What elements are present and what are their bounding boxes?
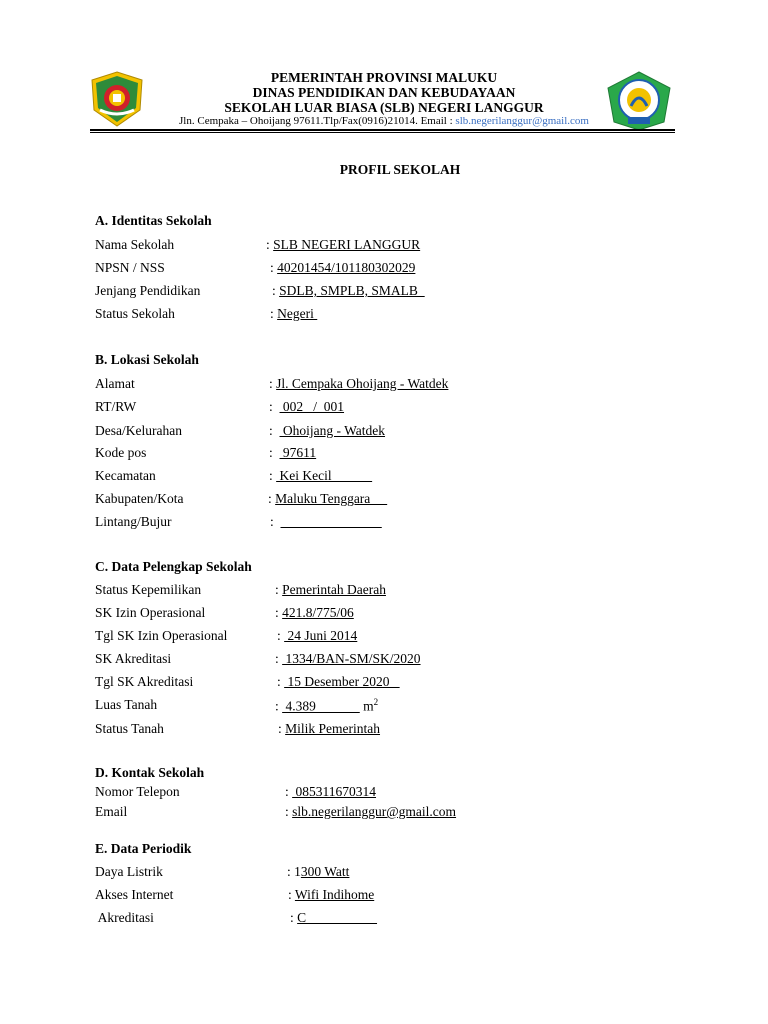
field-label: Desa/Kelurahan bbox=[95, 423, 182, 438]
field-value-tgl-sk-izin: : 24 Juni 2014 bbox=[277, 628, 358, 643]
field-label: Luas Tanah bbox=[95, 697, 158, 712]
field-label: RT/RW bbox=[95, 399, 137, 414]
header-government-line: PEMERINTAH PROVINSI MALUKU bbox=[270, 70, 498, 85]
header-department-line: DINAS PENDIDIKAN DAN KEBUDAYAAN bbox=[252, 85, 516, 100]
field-label: Tgl SK Akreditasi bbox=[95, 674, 194, 689]
field-label: Status Kepemilikan bbox=[95, 582, 202, 597]
section-heading-kontak: D. Kontak Sekolah bbox=[95, 765, 205, 780]
field-label: Kode pos bbox=[95, 445, 147, 460]
field-label: Jenjang Pendidikan bbox=[95, 283, 201, 298]
section-heading-periodik: E. Data Periodik bbox=[95, 841, 192, 856]
section-heading-pelengkap: C. Data Pelengkap Sekolah bbox=[95, 559, 252, 574]
field-label: NPSN / NSS bbox=[95, 260, 165, 275]
field-value-email: : slb.negerilanggur@gmail.com bbox=[285, 804, 457, 819]
section-heading-identitas: A. Identitas Sekolah bbox=[95, 213, 212, 228]
header-email-link[interactable]: slb.negerilanggur@gmail.com bbox=[455, 115, 589, 127]
field-value-desa: : Ohoijang - Watdek bbox=[269, 423, 386, 438]
field-value-sk-izin: : 421.8/775/06 bbox=[275, 605, 354, 620]
field-label: Akses Internet bbox=[95, 887, 174, 902]
field-value-akses-internet: : Wifi Indihome bbox=[288, 887, 375, 902]
field-label: Lintang/Bujur bbox=[95, 514, 172, 529]
field-label: Status Sekolah bbox=[95, 306, 175, 321]
section-heading-lokasi: B. Lokasi Sekolah bbox=[95, 352, 199, 367]
field-value-daya-listrik: : 1300 Watt bbox=[287, 864, 350, 879]
page-title: PROFIL SEKOLAH bbox=[339, 162, 461, 177]
field-label: Kecamatan bbox=[95, 468, 156, 483]
field-label: Status Tanah bbox=[95, 721, 164, 736]
field-value-nama-sekolah: : SLB NEGERI LANGGUR bbox=[266, 237, 421, 252]
field-value-kepemilikan: : Pemerintah Daerah bbox=[275, 582, 386, 597]
field-value-telepon: : 085311670314 bbox=[285, 784, 377, 799]
field-label: SK Akreditasi bbox=[95, 651, 172, 666]
field-label: Akreditasi bbox=[95, 910, 154, 925]
field-value-rt-rw: : 002 / 001 bbox=[269, 399, 345, 414]
field-value-luas-tanah: : 4.389 $m^2$ bbox=[275, 697, 379, 714]
field-label: Kabupaten/Kota bbox=[95, 491, 184, 506]
field-value-sk-akreditasi: : 1334/BAN-SM/SK/2020 bbox=[275, 651, 421, 666]
address-text: Jln. Cempaka – Ohoijang 97611.Tlp/Fax(0916)21014. Email : bbox=[179, 115, 456, 127]
field-value-lintang-bujur: : bbox=[270, 514, 274, 529]
field-value-npsn: : 40201454/101180302029 bbox=[270, 260, 416, 275]
field-label: Alamat bbox=[95, 376, 135, 391]
header-divider-thin bbox=[90, 132, 675, 133]
field-value-kode-pos: : 97611 bbox=[269, 445, 317, 460]
header-school-name-line: SEKOLAH LUAR BIASA (SLB) NEGERI LANGGUR bbox=[224, 100, 544, 115]
field-value-kabupaten: : Maluku Tenggara bbox=[268, 491, 388, 506]
field-label: Nomor Telepon bbox=[95, 784, 180, 799]
field-value-jenjang: : SDLB, SMPLB, SMALB bbox=[272, 283, 425, 298]
field-value-tgl-sk-akreditasi: : 15 Desember 2020 bbox=[277, 674, 400, 689]
header-divider-thick bbox=[90, 129, 675, 131]
field-value-akreditasi: : C bbox=[290, 910, 378, 925]
field-label: Email bbox=[95, 804, 128, 819]
field-label: Tgl SK Izin Operasional bbox=[95, 628, 228, 643]
header-address bbox=[0, 115, 768, 128]
field-value-status: : Negeri bbox=[270, 306, 318, 321]
field-label: SK Izin Operasional bbox=[95, 605, 206, 620]
field-value-kecamatan: : Kei Kecil bbox=[269, 468, 373, 483]
field-value-alamat: : Jl. Cempaka Ohoijang - Watdek bbox=[269, 376, 449, 391]
field-label: Daya Listrik bbox=[95, 864, 163, 879]
field-value-status-tanah: : Milik Pemerintah bbox=[278, 721, 381, 736]
field-label: Nama Sekolah bbox=[95, 237, 175, 252]
